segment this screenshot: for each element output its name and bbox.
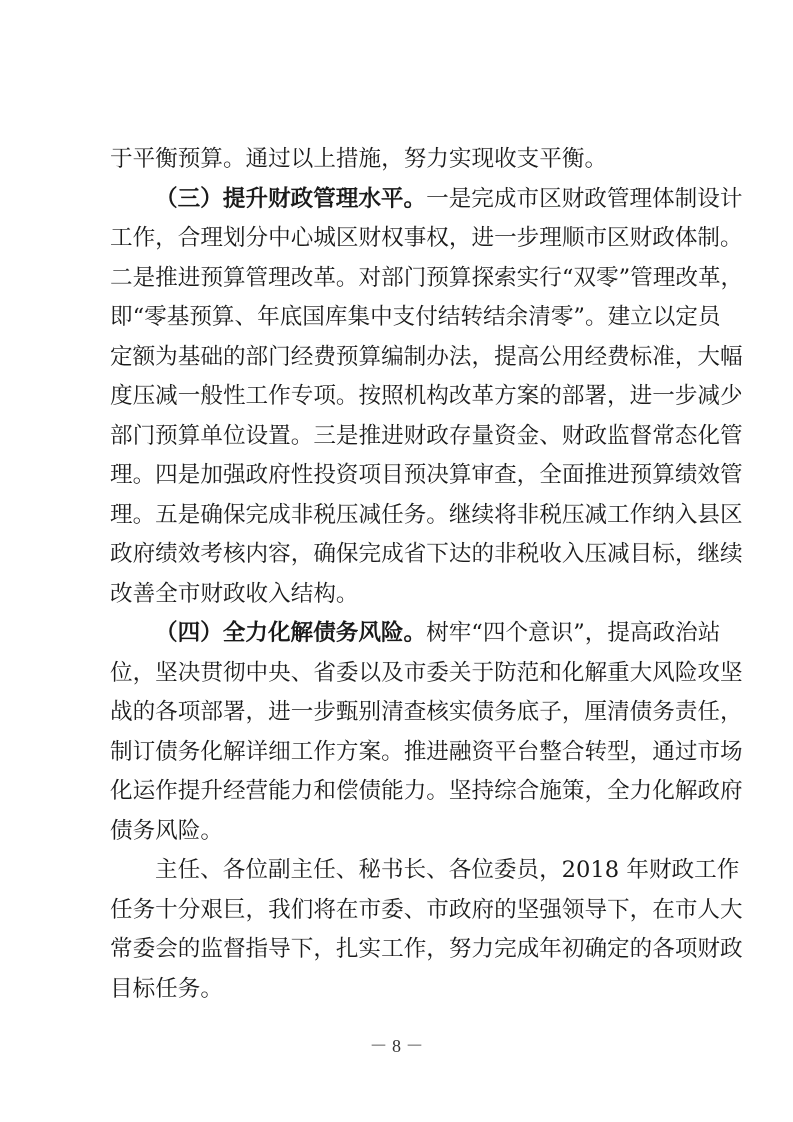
paragraph-line (110, 579, 686, 609)
line-text: 化运作提升经营能力和偿债能力。坚持综合施策，全力化解政府 (110, 778, 743, 804)
paragraph-line (110, 737, 743, 767)
line-text: 债务风险。 (110, 817, 223, 844)
paragraph-line (110, 263, 744, 293)
line-text: 度压减一般性工作专项。按照机构改革方案的部署，进一步减少 (110, 383, 743, 409)
line-text: 一是完成市区财政管理体制设计 (426, 185, 743, 212)
section-3-first-line (155, 184, 743, 214)
line-text: 工作，合理划分中心城区财权事权，进一步理顺市区财政体制。 (110, 225, 743, 251)
section-4-first-line (155, 618, 721, 648)
paragraph-line (110, 974, 686, 1004)
paragraph-line (110, 421, 743, 451)
paragraph-line (110, 658, 743, 688)
line-text: 战的各项部署，进一步甄别清查核实债务底子，厘清债务责任， (110, 699, 743, 725)
line-text: 常委会的监督指导下，扎实工作，努力完成年初确定的各项财政 (110, 936, 743, 962)
paragraph-line (110, 144, 686, 174)
line-text: 主任、各位副主任、秘书长、各位委员，2018 年财政工作 (155, 857, 740, 883)
line-text: 树牢“四个意识”，提高政治站 (426, 620, 721, 646)
line-text: 部门预算单位设置。三是推进财政存量资金、财政监督常态化管 (110, 422, 743, 449)
line-text: 理。四是加强政府性投资项目预决算审查，全面推进预算绩效管 (110, 462, 743, 488)
paragraph-line (110, 342, 743, 372)
paragraph-line (110, 539, 743, 569)
closing-first-line (155, 855, 740, 885)
paragraph-line (110, 934, 743, 964)
line-text: 即“零基预算、年底国库集中支付结转结余清零”。建立以定员 (110, 304, 721, 330)
section-4-heading: （四）全力化解债务风险。 (155, 620, 427, 646)
line-text: 任务十分艰巨，我们将在市委、市政府的坚强领导下，在市人大 (110, 896, 743, 923)
paragraph-line (110, 460, 743, 490)
section-3-heading: （三）提升财政管理水平。 (155, 185, 427, 212)
paragraph-line (110, 302, 721, 332)
line-text: 理。五是确保完成非税压减任务。继续将非税压减工作纳入县区 (110, 501, 743, 528)
line-text: 位，坚决贯彻中央、省委以及市委关于防范和化解重大风险攻坚 (110, 659, 743, 686)
line-text: 目标任务。 (110, 975, 223, 1002)
paragraph-line (110, 500, 743, 530)
paragraph-line (110, 697, 743, 727)
line-text: 制订债务化解详细工作方案。推进融资平台整合转型，通过市场 (110, 738, 743, 765)
line-text: 改善全市财政收入结构。 (110, 580, 359, 607)
paragraph-line (110, 381, 743, 411)
line-text: 定额为基础的部门经费预算编制办法，提高公用经费标准，大幅 (110, 343, 743, 370)
line-text: 二是推进预算管理改革。对部门预算探索实行“双零”管理改革， (110, 264, 744, 291)
line-text: 政府绩效考核内容，确保完成省下达的非税收入压减目标，继续 (110, 541, 743, 567)
paragraph-line (110, 816, 686, 846)
paragraph-line (110, 776, 743, 806)
line-text: 于平衡预算。通过以上措施，努力实现收支平衡。 (110, 146, 608, 172)
page-number: － 8 － (369, 1036, 424, 1056)
paragraph-line (110, 895, 743, 925)
paragraph-line (110, 223, 743, 253)
